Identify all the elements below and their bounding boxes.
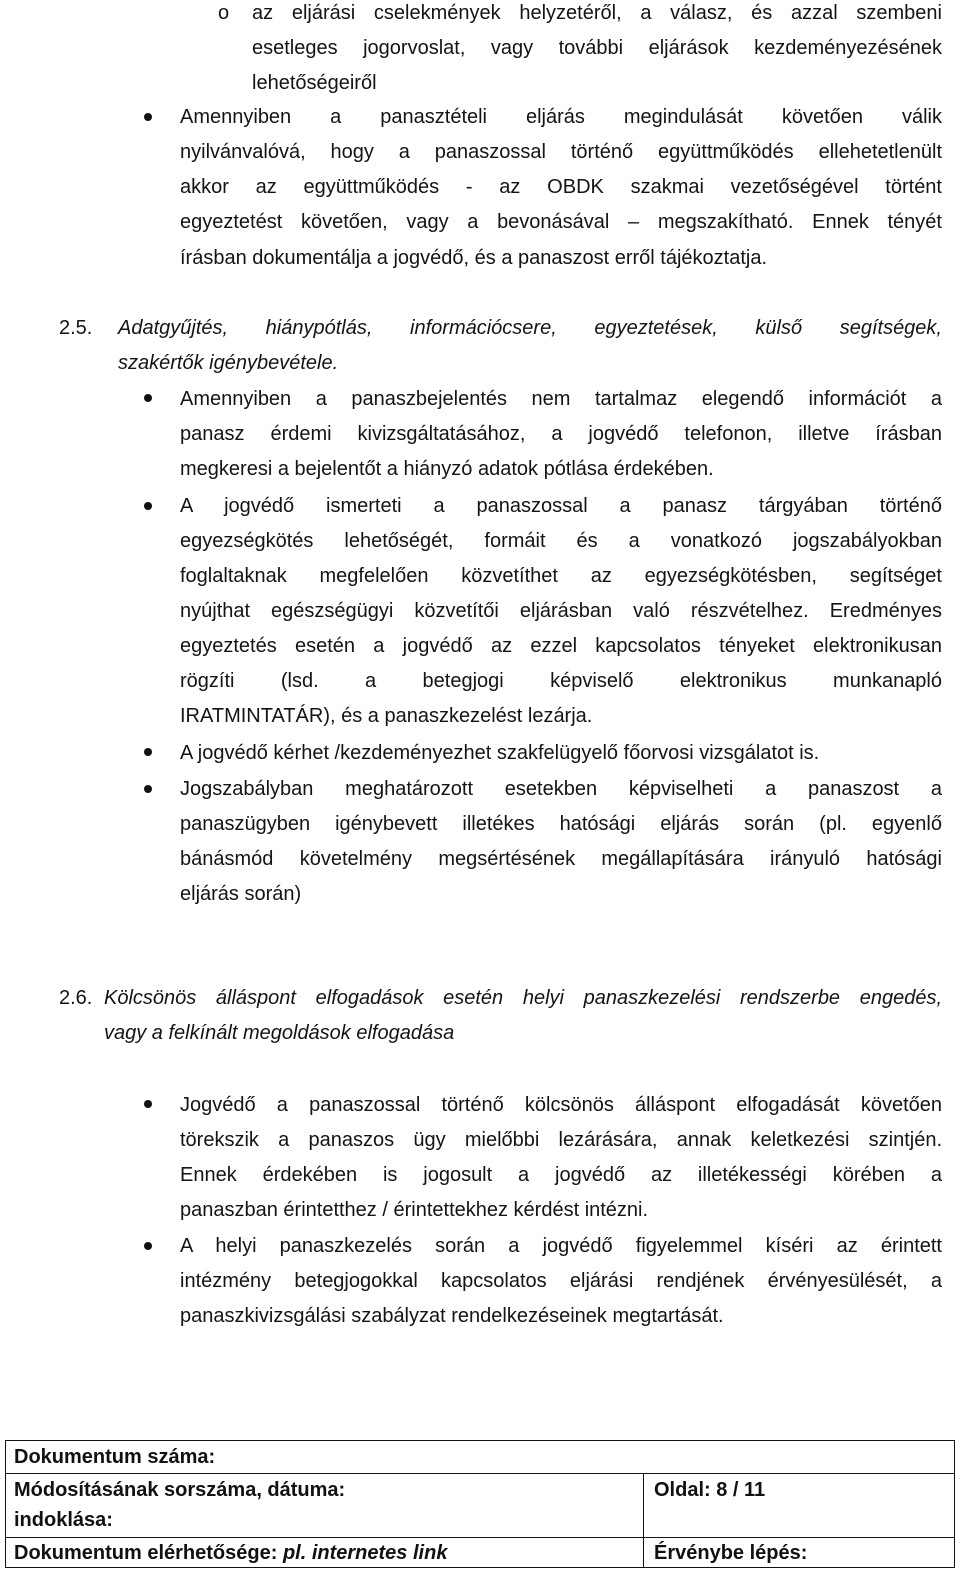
availability-field (14, 1540, 447, 1566)
text-line: törekszik a panaszos ügy mielőbbi lezárására, annak keletkezési szintjén. (180, 1129, 942, 1151)
bullet-icon (144, 1242, 152, 1250)
table-divider (6, 1537, 954, 1538)
text-line: bánásmód követelmény megsértésének megállapítására irányuló hatósági (180, 848, 942, 870)
text-line: egyeztetést követően, vagy a bevonásával – megszakítható. Ennek tényét (180, 211, 942, 233)
page-number-label: Oldal: 8 / 11 (654, 1479, 766, 1501)
availability-value: pl. internetes link (282, 1542, 448, 1564)
text-line: az eljárási cselekmények helyzetéről, a válasz, és azzal szembeni (252, 2, 942, 24)
text-line: Amennyiben a panasztételi eljárás megindulását követően válik (180, 106, 942, 128)
text-line: A jogvédő ismerteti a panaszossal a panasz tárgyában történő (180, 495, 942, 517)
text-line: foglaltaknak megfelelően közvetíthet az egyezségkötésben, segítséget (180, 565, 942, 587)
text-line: panaszügyben igénybevett illetékes hatósági eljárás során (pl. egyenlő (180, 813, 942, 835)
bullet-icon (144, 785, 152, 793)
document-footer-table (5, 1440, 955, 1568)
doc-number-label: Dokumentum száma: (14, 1446, 216, 1468)
bullet-icon (144, 748, 152, 756)
text-line: IRATMINTATÁR), és a panaszkezelést lezárja. (180, 705, 593, 727)
table-column-divider (643, 1473, 644, 1568)
section-title-line: Kölcsönös álláspont elfogadások esetén helyi panaszkezelési rendszerbe engedés, (104, 987, 942, 1009)
section-number: 2.5. (59, 317, 93, 339)
text-line: egyezségkötés lehetőségét, formáit és a vonatkozó jogszabályokban (180, 530, 942, 552)
text-line: Ennek érdekében is jogosult a jogvédő az illetékességi körében a (180, 1164, 942, 1186)
text-line: nyilvánvalóvá, hogy a panaszossal történő együttműködés ellehetetlenült (180, 141, 942, 163)
section-title-line: szakértők igénybevétele. (118, 352, 339, 374)
bullet-icon (144, 1100, 152, 1108)
text-line: írásban dokumentálja a jogvédő, és a panaszost erről tájékoztatja. (180, 247, 768, 269)
text-line: lehetőségeiről (252, 72, 377, 94)
text-line: megkeresi a bejelentőt a hiányzó adatok pótlása érdekében. (180, 458, 714, 480)
text-line: esetleges jogorvoslat, vagy további eljárások kezdeményezésének (252, 37, 942, 59)
section-number: 2.6. (59, 987, 93, 1009)
reason-label: indoklása: (14, 1509, 113, 1531)
text-line: eljárás során) (180, 883, 302, 905)
bullet-icon (144, 113, 152, 121)
text-line: nyújthat egészségügyi közvetítői eljárásban való részvételhez. Eredményes (180, 600, 942, 622)
circle-bullet-marker: o (218, 2, 230, 24)
bullet-icon (144, 502, 152, 510)
text-line: Jogvédő a panaszossal történő kölcsönös álláspont elfogadását követően (180, 1094, 942, 1116)
section-title-line: Adatgyűjtés, hiánypótlás, információcsere, egyeztetések, külső segítségek, (118, 317, 942, 339)
text-line: A helyi panaszkezelés során a jogvédő figyelemmel kíséri az érintett (180, 1235, 942, 1257)
text-line: panasz érdemi kivizsgáltatásához, a jogvédő telefonon, illetve írásban (180, 423, 942, 445)
text-line: egyeztetés esetén a jogvédő az ezzel kapcsolatos tényeket elektronikusan (180, 635, 942, 657)
text-line: A jogvédő kérhet /kezdeményezhet szakfelügyelő főorvosi vizsgálatot is. (180, 742, 820, 764)
table-divider (6, 1473, 954, 1474)
text-line: akkor az együttműködés - az OBDK szakmai vezetőségével történt (180, 176, 942, 198)
text-line: panaszban érintetthez / érintettekhez kérdést intézni. (180, 1199, 649, 1221)
text-line: panaszkivizsgálási szabályzat rendelkezéseinek megtartását. (180, 1305, 724, 1327)
text-line: rögzíti (lsd. a betegjogi képviselő elektronikus munkanapló (180, 670, 942, 692)
effective-date-label: Érvénybe lépés: (654, 1542, 808, 1564)
text-line: Jogszabályban meghatározott esetekben képviselheti a panaszost a (180, 778, 942, 800)
section-title-line: vagy a felkínált megoldások elfogadása (104, 1022, 455, 1044)
revision-label: Módosításának sorszáma, dátuma: (14, 1479, 346, 1501)
bullet-icon (144, 394, 152, 402)
text-line: Amennyiben a panaszbejelentés nem tartalmaz elegendő információt a (180, 388, 942, 410)
text-line: intézmény betegjogokkal kapcsolatos eljárási rendjének érvényesülését, a (180, 1270, 942, 1292)
availability-label: Dokumentum elérhetősége: (14, 1542, 278, 1564)
